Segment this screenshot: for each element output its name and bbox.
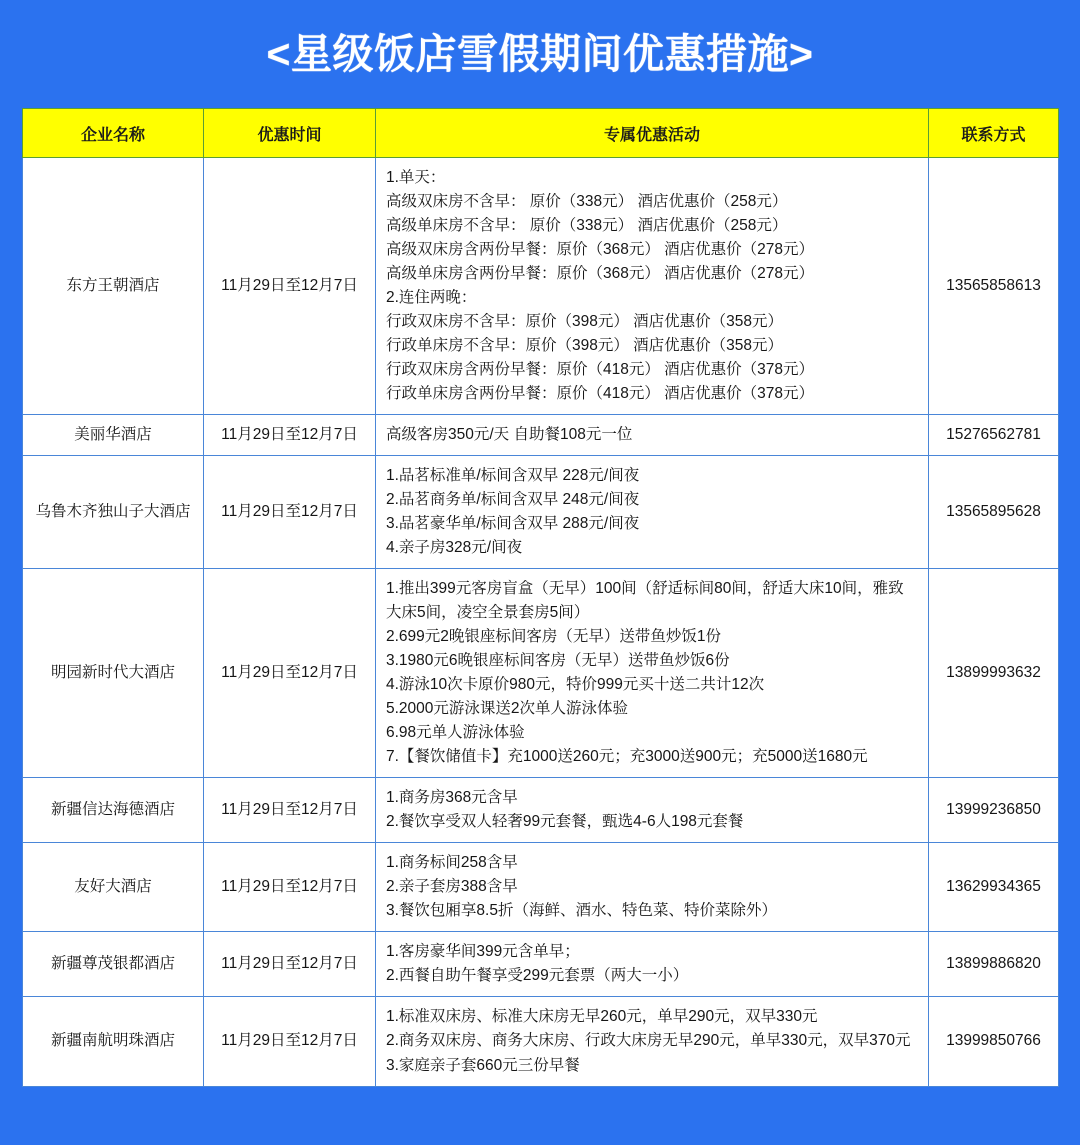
activity-line: 4.亲子房328元/间夜 (386, 539, 523, 557)
activity-line: 2.西餐自助午餐享受299元套票（两大一小） (386, 967, 689, 985)
activity-line: 高级双床房不含早： 原价（338元） 酒店优惠价（258元） (386, 193, 788, 211)
activity-line: 高级双床房含两份早餐：原价（368元） 酒店优惠价（278元） (386, 241, 815, 259)
activity-line: 2.餐饮享受双人轻奢99元套餐，甄选4-6人198元套餐 (386, 813, 744, 831)
table-row (23, 778, 1059, 843)
table-header-row (23, 109, 1059, 158)
cell-exclusive-activities (376, 456, 929, 569)
promo-table-container (22, 108, 1058, 1087)
activity-line: 2.亲子套房388含早 (386, 878, 518, 896)
activity-line: 行政单床房不含早：原价（398元） 酒店优惠价（358元） (386, 337, 784, 355)
cell-exclusive-activities (376, 843, 929, 932)
cell-company-name: 东方王朝酒店 (23, 158, 204, 415)
cell-company-name: 美丽华酒店 (23, 415, 204, 456)
activity-line: 行政单床房含两份早餐：原价（418元） 酒店优惠价（378元） (386, 385, 815, 403)
cell-promo-period: 11月29日至12月7日 (204, 997, 376, 1086)
cell-promo-period: 11月29日至12月7日 (204, 569, 376, 778)
activity-line: 高级单床房不含早： 原价（338元） 酒店优惠价（258元） (386, 217, 788, 235)
activity-line: 1.商务房368元含早 (386, 789, 518, 807)
activity-line: 6.98元单人游泳体验 (386, 724, 525, 742)
activity-line: 1.推出399元客房盲盒（无早）100间（舒适标间80间，舒适大床10间，雅致大床5间，凌空全景套房5间） (386, 580, 904, 622)
activity-line: 2.品茗商务单/标间含双早 248元/间夜 (386, 491, 640, 509)
cell-contact-phone[interactable]: 13565858613 (929, 158, 1059, 415)
cell-exclusive-activities (376, 415, 929, 456)
table-row (23, 997, 1059, 1086)
title-bar (0, 0, 1080, 108)
table-row (23, 158, 1059, 415)
cell-contact-phone[interactable]: 15276562781 (929, 415, 1059, 456)
table-row (23, 932, 1059, 997)
activity-line: 高级客房350元/天 自助餐108元一位 (386, 426, 633, 444)
activity-line: 3.1980元6晚银座标间客房（无早）送带鱼炒饭6份 (386, 652, 730, 670)
activity-line: 1.单天： (386, 169, 446, 186)
cell-promo-period: 11月29日至12月7日 (204, 158, 376, 415)
activity-line: 7.【餐饮储值卡】充1000送260元；充3000送900元；充5000送1680元 (386, 748, 868, 766)
activity-line: 1.客房豪华间399元含单早； (386, 943, 580, 961)
activity-line: 1.标准双床房、标准大床房无早260元，单早290元，双早330元 (386, 1008, 818, 1026)
promo-table (22, 108, 1059, 1087)
cell-contact-phone[interactable]: 13899993632 (929, 569, 1059, 778)
column-header-promo-period: 优惠时间 (204, 109, 376, 158)
cell-contact-phone[interactable]: 13629934365 (929, 843, 1059, 932)
activity-line: 行政双床房不含早：原价（398元） 酒店优惠价（358元） (386, 313, 784, 331)
table-row (23, 415, 1059, 456)
cell-exclusive-activities (376, 158, 929, 415)
cell-promo-period: 11月29日至12月7日 (204, 456, 376, 569)
activity-line: 1.商务标间258含早 (386, 854, 518, 872)
table-row (23, 843, 1059, 932)
activity-line: 3.餐饮包厢享8.5折（海鲜、酒水、特色菜、特价菜除外） (386, 902, 777, 920)
column-header-exclusive-activities: 专属优惠活动 (376, 109, 929, 158)
cell-promo-period: 11月29日至12月7日 (204, 932, 376, 997)
activity-line: 5.2000元游泳课送2次单人游泳体验 (386, 700, 629, 718)
cell-promo-period: 11月29日至12月7日 (204, 778, 376, 843)
cell-exclusive-activities (376, 569, 929, 778)
cell-promo-period: 11月29日至12月7日 (204, 415, 376, 456)
activity-line: 1.品茗标准单/标间含双早 228元/间夜 (386, 467, 640, 485)
activity-line: 4.游泳10次卡原价980元，特价999元买十送二共计12次 (386, 676, 765, 694)
column-header-contact: 联系方式 (929, 109, 1059, 158)
activity-line: 3.家庭亲子套660元三份早餐 (386, 1056, 580, 1074)
cell-exclusive-activities (376, 932, 929, 997)
cell-contact-phone[interactable]: 13999236850 (929, 778, 1059, 843)
activity-line: 高级单床房含两份早餐：原价（368元） 酒店优惠价（278元） (386, 265, 815, 283)
table-row (23, 569, 1059, 778)
cell-company-name: 友好大酒店 (23, 843, 204, 932)
table-row (23, 456, 1059, 569)
cell-company-name: 明园新时代大酒店 (23, 569, 204, 778)
table-body (23, 158, 1059, 1087)
cell-contact-phone[interactable]: 13565895628 (929, 456, 1059, 569)
cell-exclusive-activities (376, 997, 929, 1086)
activity-line: 2.699元2晚银座标间客房（无早）送带鱼炒饭1份 (386, 628, 722, 646)
activity-line: 2.商务双床房、商务大床房、行政大床房无早290元，单早330元，双早370元 (386, 1032, 911, 1050)
cell-company-name: 新疆尊茂银都酒店 (23, 932, 204, 997)
cell-promo-period: 11月29日至12月7日 (204, 843, 376, 932)
cell-contact-phone[interactable]: 13999850766 (929, 997, 1059, 1086)
column-header-company-name: 企业名称 (23, 109, 204, 158)
page-title: <星级饭店雪假期间优惠措施> (266, 30, 814, 77)
activity-line: 2.连住两晚： (386, 289, 477, 307)
table-header (23, 109, 1059, 158)
activity-line: 行政双床房含两份早餐：原价（418元） 酒店优惠价（378元） (386, 361, 815, 379)
cell-company-name: 新疆南航明珠酒店 (23, 997, 204, 1086)
cell-company-name: 乌鲁木齐独山子大酒店 (23, 456, 204, 569)
cell-contact-phone[interactable]: 13899886820 (929, 932, 1059, 997)
cell-company-name: 新疆信达海德酒店 (23, 778, 204, 843)
cell-exclusive-activities (376, 778, 929, 843)
activity-line: 3.品茗豪华单/标间含双早 288元/间夜 (386, 515, 640, 533)
